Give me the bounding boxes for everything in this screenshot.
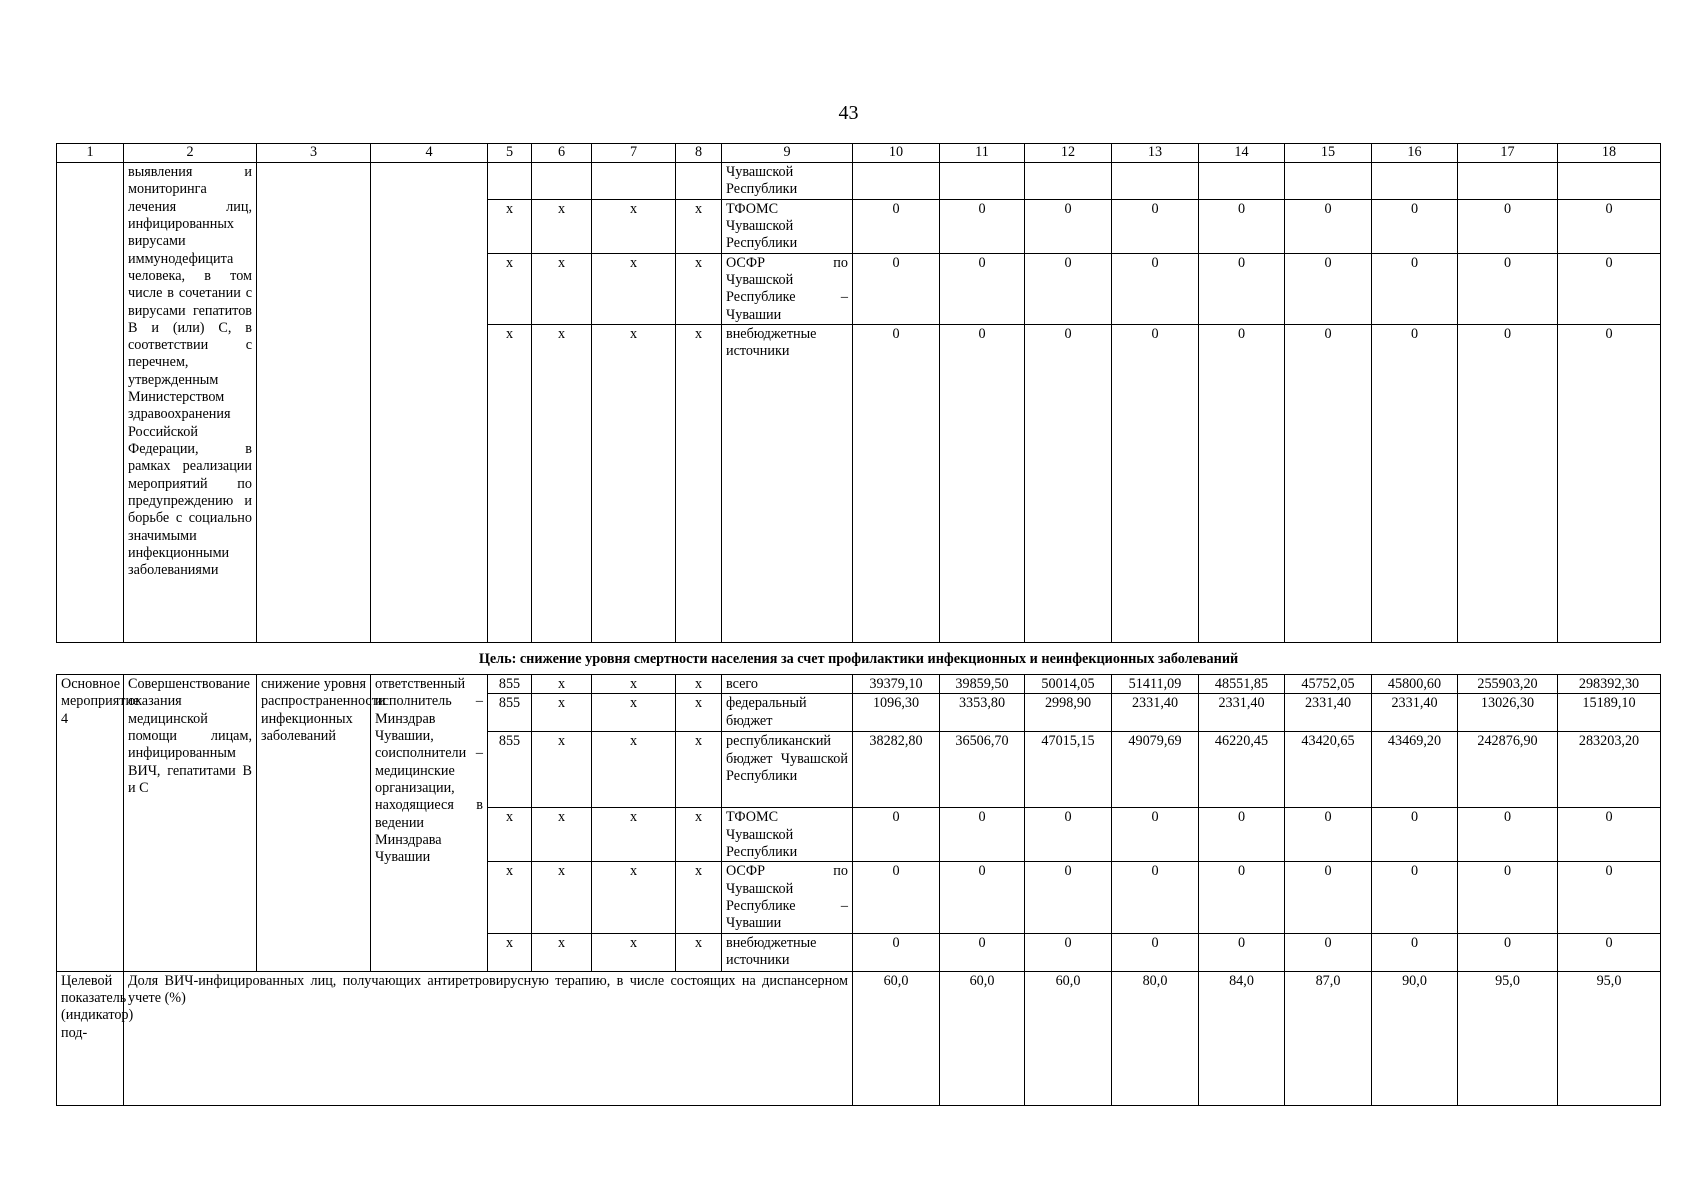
column-number-3: 3 — [257, 144, 371, 163]
amount-cell: 0 — [853, 324, 940, 642]
amount-cell: 0 — [1372, 862, 1458, 933]
amount-cell: 0 — [853, 199, 940, 253]
amount-cell — [1372, 163, 1458, 200]
indicator-value: 87,0 — [1285, 971, 1372, 1105]
col6-cell: x — [532, 933, 592, 971]
col6-cell: x — [532, 862, 592, 933]
amount-cell: 0 — [1199, 324, 1285, 642]
executors: ответственный исполнитель – Минздрав Чувашии, соисполнители – медицинские организации, находящиеся в ведении Минздрава Чувашии — [371, 675, 488, 972]
col7-cell: x — [592, 933, 676, 971]
col7-cell: x — [592, 199, 676, 253]
col6-cell: x — [532, 732, 592, 808]
col6-cell: x — [532, 253, 592, 324]
amount-cell: 0 — [1372, 808, 1458, 862]
column-numbers-row — [57, 144, 1661, 163]
amount-cell: 0 — [1199, 253, 1285, 324]
amount-cell — [1112, 163, 1199, 200]
amount-cell: 0 — [1285, 808, 1372, 862]
amount-cell: 0 — [1558, 933, 1661, 971]
column-number-8: 8 — [676, 144, 722, 163]
col5-cell: x — [488, 253, 532, 324]
amount-cell: 0 — [1285, 199, 1372, 253]
column-number-9: 9 — [722, 144, 853, 163]
amount-cell: 0 — [1558, 862, 1661, 933]
funding-source: ОСФР по Чувашской Республике – Чувашии — [722, 253, 853, 324]
amount-cell: 283203,20 — [1558, 732, 1661, 808]
amount-cell: 0 — [1285, 324, 1372, 642]
amount-cell: 36506,70 — [940, 732, 1025, 808]
amount-cell: 0 — [1025, 324, 1112, 642]
amount-cell — [1199, 163, 1285, 200]
col7-cell: x — [592, 862, 676, 933]
indicator-row — [57, 971, 1661, 1105]
amount-cell: 47015,15 — [1025, 732, 1112, 808]
col1-empty — [57, 163, 124, 643]
col6-cell: x — [532, 808, 592, 862]
indicator-text: Доля ВИЧ-инфицированных лиц, получающих антиретровирусную терапию, в числе состоящих на диспансерном учете (%) — [124, 971, 853, 1105]
col4-empty — [371, 163, 488, 643]
amount-cell: 255903,20 — [1458, 675, 1558, 694]
col8-cell: x — [676, 862, 722, 933]
col8-cell — [676, 163, 722, 200]
amount-cell: 2331,40 — [1372, 694, 1458, 732]
amount-cell: 0 — [940, 933, 1025, 971]
funding-source: внебюджетные источники — [722, 933, 853, 971]
funding-source: всего — [722, 675, 853, 694]
amount-cell: 0 — [1458, 862, 1558, 933]
amount-cell: 0 — [1558, 324, 1661, 642]
amount-cell: 0 — [1558, 253, 1661, 324]
column-number-16: 16 — [1372, 144, 1458, 163]
funding-source: ТФОМС Чувашской Республики — [722, 808, 853, 862]
amount-cell: 51411,09 — [1112, 675, 1199, 694]
col7-cell: x — [592, 732, 676, 808]
amount-cell — [853, 163, 940, 200]
col8-cell: x — [676, 675, 722, 694]
col7-cell: x — [592, 808, 676, 862]
amount-cell: 0 — [1112, 862, 1199, 933]
col8-cell: x — [676, 199, 722, 253]
col7-cell: x — [592, 694, 676, 732]
indicator-value: 90,0 — [1372, 971, 1458, 1105]
col5-cell: x — [488, 933, 532, 971]
amount-cell: 0 — [1372, 199, 1458, 253]
col7-cell: x — [592, 675, 676, 694]
amount-cell: 2331,40 — [1285, 694, 1372, 732]
amount-cell: 0 — [940, 199, 1025, 253]
amount-cell: 43420,65 — [1285, 732, 1372, 808]
amount-cell — [1458, 163, 1558, 200]
column-number-18: 18 — [1558, 144, 1661, 163]
amount-cell: 0 — [1025, 862, 1112, 933]
col8-cell: x — [676, 808, 722, 862]
measure-row — [57, 675, 1661, 694]
amount-cell: 0 — [940, 862, 1025, 933]
col7-cell — [592, 163, 676, 200]
column-number-14: 14 — [1199, 144, 1285, 163]
amount-cell: 0 — [1112, 199, 1199, 253]
amount-cell: 242876,90 — [1458, 732, 1558, 808]
amount-cell: 3353,80 — [940, 694, 1025, 732]
program-table — [56, 143, 1661, 1106]
goal-row — [57, 642, 1661, 674]
amount-cell: 2331,40 — [1199, 694, 1285, 732]
col6-cell — [532, 163, 592, 200]
amount-cell: 0 — [1458, 324, 1558, 642]
amount-cell: 0 — [940, 253, 1025, 324]
col5-cell: 855 — [488, 732, 532, 808]
amount-cell: 0 — [853, 862, 940, 933]
amount-cell: 0 — [1458, 933, 1558, 971]
column-number-13: 13 — [1112, 144, 1199, 163]
amount-cell: 0 — [1025, 199, 1112, 253]
col8-cell: x — [676, 933, 722, 971]
continuation-row — [57, 163, 1661, 200]
funding-source: ОСФР по Чувашской Республике – Чувашии — [722, 862, 853, 933]
funding-source: республиканский бюджет Чувашской Республики — [722, 732, 853, 808]
col8-cell: x — [676, 732, 722, 808]
column-number-2: 2 — [124, 144, 257, 163]
amount-cell: 0 — [1025, 808, 1112, 862]
column-number-7: 7 — [592, 144, 676, 163]
indicator-value: 60,0 — [940, 971, 1025, 1105]
amount-cell: 13026,30 — [1458, 694, 1558, 732]
amount-cell: 0 — [940, 324, 1025, 642]
amount-cell: 298392,30 — [1558, 675, 1661, 694]
amount-cell: 0 — [1112, 933, 1199, 971]
amount-cell: 0 — [1285, 253, 1372, 324]
column-number-10: 10 — [853, 144, 940, 163]
column-number-12: 12 — [1025, 144, 1112, 163]
col5-cell: x — [488, 324, 532, 642]
amount-cell: 0 — [1372, 324, 1458, 642]
col5-cell: x — [488, 862, 532, 933]
amount-cell: 0 — [1372, 253, 1458, 324]
col5-cell — [488, 163, 532, 200]
amount-cell: 50014,05 — [1025, 675, 1112, 694]
amount-cell: 0 — [940, 808, 1025, 862]
amount-cell: 2331,40 — [1112, 694, 1199, 732]
col5-cell: 855 — [488, 694, 532, 732]
col7-cell: x — [592, 324, 676, 642]
indicator-label: Целевой показатель (индикатор) под- — [57, 971, 124, 1105]
amount-cell — [1025, 163, 1112, 200]
col5-cell: 855 — [488, 675, 532, 694]
amount-cell: 0 — [1558, 199, 1661, 253]
amount-cell: 0 — [1558, 808, 1661, 862]
amount-cell: 46220,45 — [1199, 732, 1285, 808]
amount-cell: 1096,30 — [853, 694, 940, 732]
amount-cell: 39379,10 — [853, 675, 940, 694]
col6-cell: x — [532, 675, 592, 694]
measure-title: Совершенствование оказания медицинской помощи лицам, инфицированным ВИЧ, гепатитами B и C — [124, 675, 257, 972]
amount-cell: 0 — [1199, 933, 1285, 971]
amount-cell: 43469,20 — [1372, 732, 1458, 808]
column-number-17: 17 — [1458, 144, 1558, 163]
indicator-value: 95,0 — [1458, 971, 1558, 1105]
amount-cell: 0 — [1458, 253, 1558, 324]
col7-cell: x — [592, 253, 676, 324]
col3-empty — [257, 163, 371, 643]
col6-cell: x — [532, 694, 592, 732]
amount-cell — [940, 163, 1025, 200]
amount-cell: 45752,05 — [1285, 675, 1372, 694]
measure-number: Основное мероприятие 4 — [57, 675, 124, 972]
amount-cell: 0 — [1112, 253, 1199, 324]
amount-cell: 48551,85 — [1199, 675, 1285, 694]
col5-cell: x — [488, 808, 532, 862]
col6-cell: x — [532, 324, 592, 642]
indicator-value: 60,0 — [853, 971, 940, 1105]
col8-cell: x — [676, 253, 722, 324]
amount-cell: 0 — [853, 933, 940, 971]
funding-source: внебюджетные источники — [722, 324, 853, 642]
column-number-1: 1 — [57, 144, 124, 163]
amount-cell: 0 — [1458, 808, 1558, 862]
amount-cell: 2998,90 — [1025, 694, 1112, 732]
page-number: 43 — [838, 102, 859, 124]
amount-cell: 38282,80 — [853, 732, 940, 808]
amount-cell: 0 — [1112, 808, 1199, 862]
measure-description: выявления и мониторинга лечения лиц, инфицированных вирусами иммунодефицита человека, в том числе в сочетании с вирусами гепатитов B и (или) C, в соответствии с перечнем, утвержденным Министерством здравоохранения Российской Федерации, в рамках реализации мероприятий по предупреждению и борьбе с социально значимыми инфекционными заболеваниями — [124, 163, 257, 643]
amount-cell: 39859,50 — [940, 675, 1025, 694]
amount-cell: 0 — [1285, 933, 1372, 971]
amount-cell: 45800,60 — [1372, 675, 1458, 694]
amount-cell: 0 — [1025, 253, 1112, 324]
funding-source: Чувашской Республики — [722, 163, 853, 200]
column-number-6: 6 — [532, 144, 592, 163]
column-number-4: 4 — [371, 144, 488, 163]
amount-cell: 15189,10 — [1558, 694, 1661, 732]
amount-cell — [1558, 163, 1661, 200]
column-number-15: 15 — [1285, 144, 1372, 163]
col8-cell: x — [676, 324, 722, 642]
goal-text: Цель: снижение уровня смертности населения за счет профилактики инфекционных и неинфекционных заболеваний — [57, 642, 1661, 674]
col6-cell: x — [532, 199, 592, 253]
amount-cell: 0 — [1372, 933, 1458, 971]
amount-cell: 0 — [853, 808, 940, 862]
amount-cell: 0 — [1199, 862, 1285, 933]
column-number-5: 5 — [488, 144, 532, 163]
col8-cell: x — [676, 694, 722, 732]
amount-cell: 49079,69 — [1112, 732, 1199, 808]
indicator-value: 95,0 — [1558, 971, 1661, 1105]
funding-source: ТФОМС Чувашской Республики — [722, 199, 853, 253]
indicator-value: 80,0 — [1112, 971, 1199, 1105]
amount-cell: 0 — [1199, 199, 1285, 253]
column-number-11: 11 — [940, 144, 1025, 163]
expected-result: снижение уровня распространенности инфекционных заболеваний — [257, 675, 371, 972]
amount-cell: 0 — [1112, 324, 1199, 642]
amount-cell — [1285, 163, 1372, 200]
funding-source: федеральный бюджет — [722, 694, 853, 732]
amount-cell: 0 — [1458, 199, 1558, 253]
amount-cell: 0 — [1025, 933, 1112, 971]
amount-cell: 0 — [1285, 862, 1372, 933]
col5-cell: x — [488, 199, 532, 253]
amount-cell: 0 — [1199, 808, 1285, 862]
indicator-value: 84,0 — [1199, 971, 1285, 1105]
indicator-value: 60,0 — [1025, 971, 1112, 1105]
amount-cell: 0 — [853, 253, 940, 324]
